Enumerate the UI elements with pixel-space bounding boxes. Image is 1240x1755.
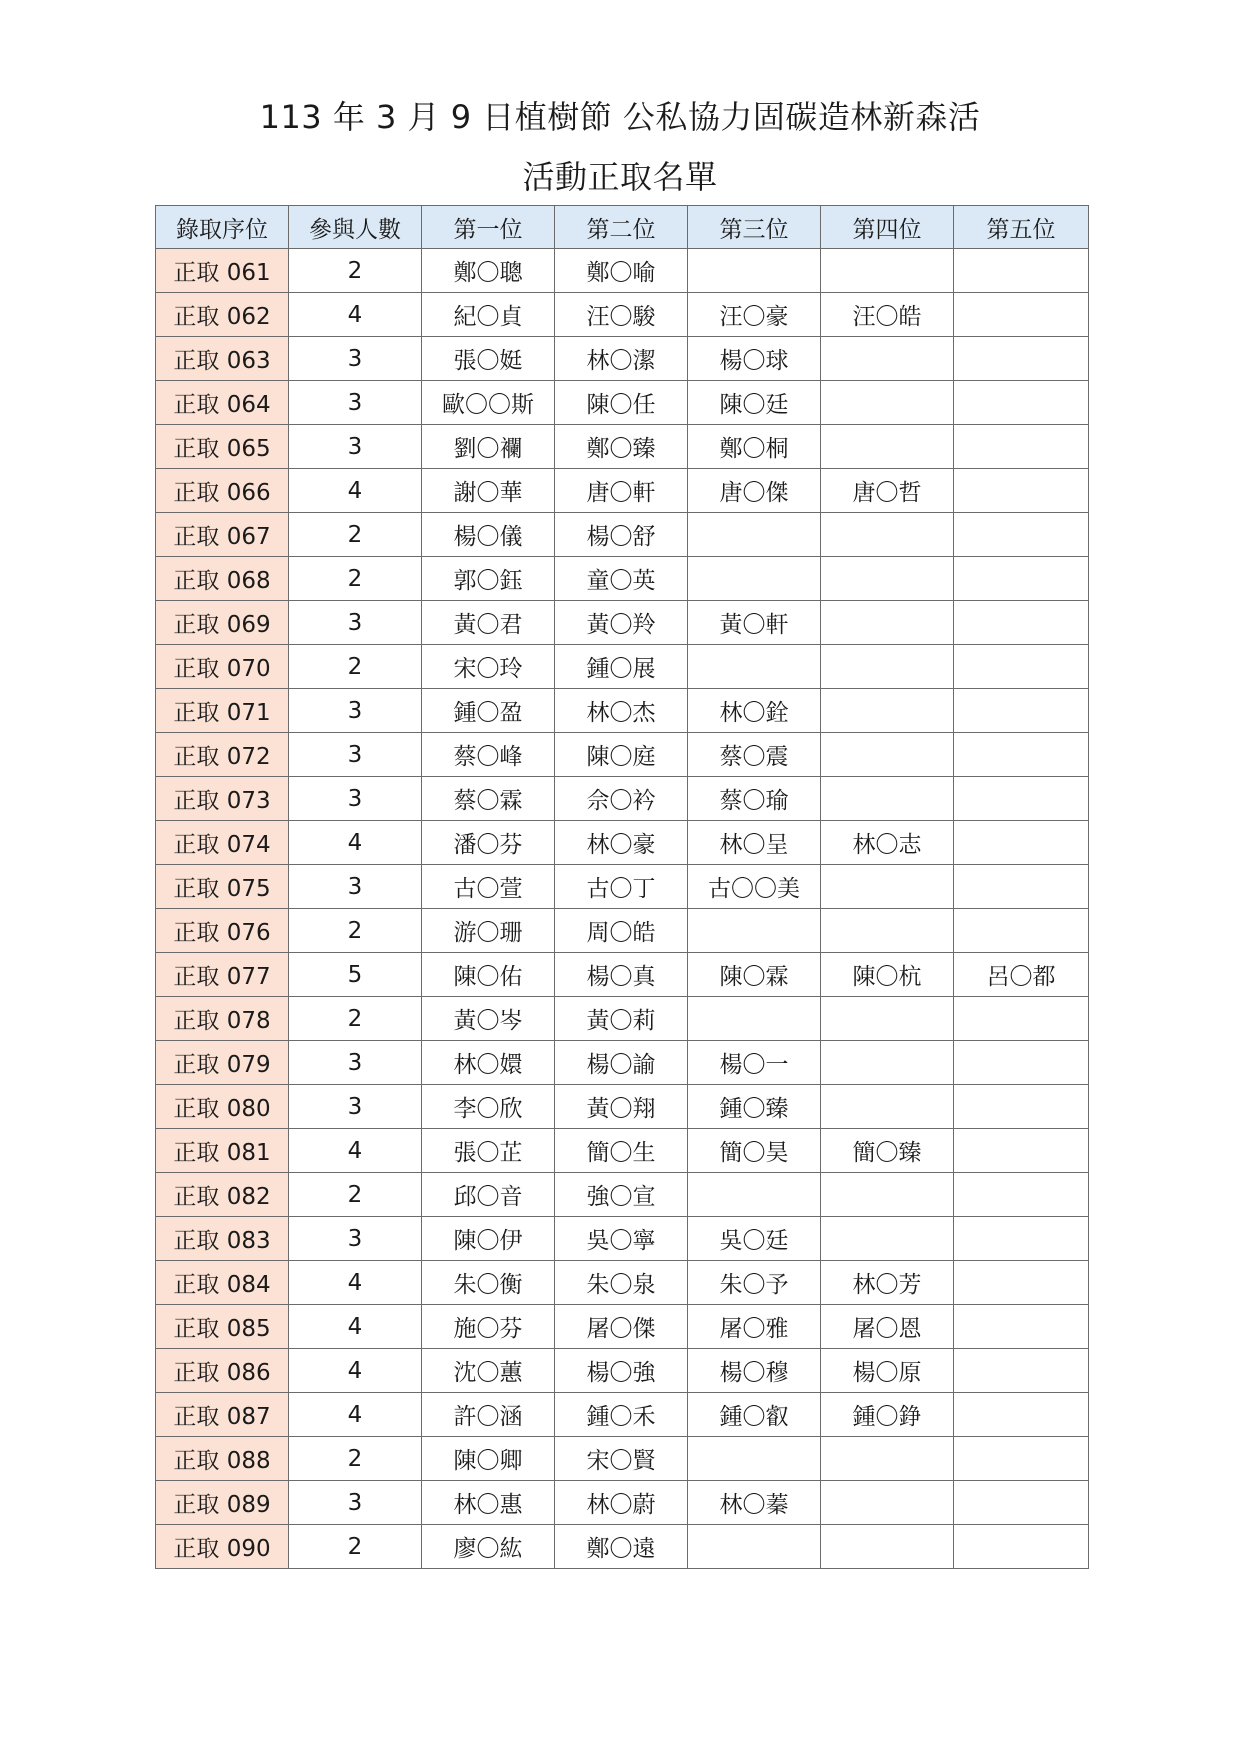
admission-rank-cell: 正取 085: [156, 1305, 289, 1349]
participant-name-cell: 古〇萱: [422, 865, 555, 909]
header-row: [156, 206, 1089, 249]
participant-name-cell: 鍾〇錚: [821, 1393, 954, 1437]
participant-name-cell: [954, 1173, 1089, 1217]
table-row: [156, 777, 1089, 821]
participant-name-cell: 鄭〇遠: [555, 1525, 688, 1569]
table-row: [156, 381, 1089, 425]
participant-name-cell: 鄭〇臻: [555, 425, 688, 469]
participant-count-cell: 3: [289, 337, 422, 381]
participant-name-cell: 許〇涵: [422, 1393, 555, 1437]
table-row: [156, 645, 1089, 689]
header-cell: 第三位: [688, 206, 821, 249]
participant-name-cell: [821, 777, 954, 821]
participant-name-cell: 黃〇翔: [555, 1085, 688, 1129]
participant-count-cell: 3: [289, 865, 422, 909]
participant-name-cell: [821, 997, 954, 1041]
participant-name-cell: [954, 909, 1089, 953]
participant-name-cell: 古〇〇美: [688, 865, 821, 909]
participant-count-cell: 2: [289, 909, 422, 953]
participant-name-cell: 吳〇廷: [688, 1217, 821, 1261]
participant-name-cell: [821, 557, 954, 601]
participant-name-cell: 楊〇穆: [688, 1349, 821, 1393]
participant-name-cell: 楊〇強: [555, 1349, 688, 1393]
participant-name-cell: [954, 1393, 1089, 1437]
table-row: [156, 1305, 1089, 1349]
participant-name-cell: 朱〇泉: [555, 1261, 688, 1305]
participant-name-cell: 蔡〇瑜: [688, 777, 821, 821]
participant-name-cell: [954, 689, 1089, 733]
participant-name-cell: [954, 469, 1089, 513]
participant-name-cell: 黃〇岑: [422, 997, 555, 1041]
table-row: [156, 337, 1089, 381]
table-row: [156, 733, 1089, 777]
participant-name-cell: 陳〇卿: [422, 1437, 555, 1481]
participant-name-cell: [954, 381, 1089, 425]
table-row: [156, 1525, 1089, 1569]
participant-count-cell: 4: [289, 1261, 422, 1305]
participant-name-cell: [954, 337, 1089, 381]
participant-name-cell: [821, 1173, 954, 1217]
participant-name-cell: [954, 997, 1089, 1041]
participant-name-cell: 強〇宣: [555, 1173, 688, 1217]
participant-name-cell: 鍾〇禾: [555, 1393, 688, 1437]
participant-name-cell: [821, 337, 954, 381]
table-row: [156, 293, 1089, 337]
participant-name-cell: 黃〇莉: [555, 997, 688, 1041]
participant-name-cell: [954, 865, 1089, 909]
admission-list-table: [155, 205, 1089, 1569]
table-row: [156, 1437, 1089, 1481]
participant-name-cell: 林〇銓: [688, 689, 821, 733]
admission-rank-cell: 正取 088: [156, 1437, 289, 1481]
participant-name-cell: 佘〇衿: [555, 777, 688, 821]
participant-name-cell: 朱〇予: [688, 1261, 821, 1305]
participant-name-cell: [688, 645, 821, 689]
participant-name-cell: 古〇丁: [555, 865, 688, 909]
admission-rank-cell: 正取 069: [156, 601, 289, 645]
participant-count-cell: 3: [289, 1217, 422, 1261]
participant-name-cell: [688, 1437, 821, 1481]
participant-name-cell: 林〇惠: [422, 1481, 555, 1525]
participant-name-cell: 宋〇玲: [422, 645, 555, 689]
participant-name-cell: [954, 645, 1089, 689]
participant-name-cell: [688, 997, 821, 1041]
participant-name-cell: 施〇芬: [422, 1305, 555, 1349]
admission-rank-cell: 正取 089: [156, 1481, 289, 1525]
participant-name-cell: 鄭〇桐: [688, 425, 821, 469]
admission-rank-cell: 正取 075: [156, 865, 289, 909]
participant-name-cell: [688, 249, 821, 293]
participant-name-cell: 林〇志: [821, 821, 954, 865]
table-row: [156, 1173, 1089, 1217]
participant-name-cell: 唐〇軒: [555, 469, 688, 513]
participant-name-cell: 邱〇音: [422, 1173, 555, 1217]
table-row: [156, 689, 1089, 733]
header-cell: 參與人數: [289, 206, 422, 249]
participant-name-cell: 陳〇廷: [688, 381, 821, 425]
participant-name-cell: [821, 733, 954, 777]
table-row: [156, 909, 1089, 953]
participant-name-cell: 楊〇儀: [422, 513, 555, 557]
participant-name-cell: 張〇芷: [422, 1129, 555, 1173]
admission-rank-cell: 正取 065: [156, 425, 289, 469]
participant-name-cell: [954, 777, 1089, 821]
admission-rank-cell: 正取 074: [156, 821, 289, 865]
table-row: [156, 513, 1089, 557]
participant-count-cell: 2: [289, 1437, 422, 1481]
participant-name-cell: 唐〇傑: [688, 469, 821, 513]
participant-count-cell: 2: [289, 557, 422, 601]
participant-name-cell: 歐〇〇斯: [422, 381, 555, 425]
header-cell: 第二位: [555, 206, 688, 249]
participant-count-cell: 3: [289, 777, 422, 821]
participant-name-cell: 林〇蔚: [555, 1481, 688, 1525]
table-row: [156, 557, 1089, 601]
admission-rank-cell: 正取 062: [156, 293, 289, 337]
participant-name-cell: 蔡〇峰: [422, 733, 555, 777]
participant-name-cell: [688, 1525, 821, 1569]
participant-name-cell: 楊〇一: [688, 1041, 821, 1085]
admission-rank-cell: 正取 073: [156, 777, 289, 821]
participant-name-cell: 黃〇羚: [555, 601, 688, 645]
table-row: [156, 865, 1089, 909]
participant-name-cell: [688, 513, 821, 557]
participant-name-cell: 廖〇紘: [422, 1525, 555, 1569]
participant-name-cell: [821, 689, 954, 733]
table-row: [156, 1349, 1089, 1393]
participant-name-cell: 謝〇華: [422, 469, 555, 513]
participant-name-cell: [821, 865, 954, 909]
participant-name-cell: 陳〇霖: [688, 953, 821, 997]
table-body: [156, 249, 1089, 1569]
participant-name-cell: 郭〇鈺: [422, 557, 555, 601]
participant-name-cell: 林〇嬛: [422, 1041, 555, 1085]
participant-name-cell: 鍾〇盈: [422, 689, 555, 733]
participant-name-cell: [954, 1525, 1089, 1569]
participant-name-cell: [821, 513, 954, 557]
participant-count-cell: 3: [289, 425, 422, 469]
table-row: [156, 1261, 1089, 1305]
participant-name-cell: 李〇欣: [422, 1085, 555, 1129]
participant-name-cell: [954, 249, 1089, 293]
admission-rank-cell: 正取 079: [156, 1041, 289, 1085]
participant-name-cell: 張〇娗: [422, 337, 555, 381]
participant-count-cell: 4: [289, 293, 422, 337]
participant-name-cell: [821, 1437, 954, 1481]
table-row: [156, 1129, 1089, 1173]
participant-count-cell: 4: [289, 1305, 422, 1349]
page-title: 113 年 3 月 9 日植樹節 公私協力固碳造林新森活: [259, 98, 981, 136]
participant-name-cell: 楊〇原: [821, 1349, 954, 1393]
participant-name-cell: [954, 293, 1089, 337]
participant-name-cell: 朱〇衡: [422, 1261, 555, 1305]
participant-name-cell: [688, 909, 821, 953]
participant-name-cell: 屠〇恩: [821, 1305, 954, 1349]
participant-name-cell: [954, 1349, 1089, 1393]
admission-rank-cell: 正取 078: [156, 997, 289, 1041]
participant-name-cell: 汪〇皓: [821, 293, 954, 337]
participant-name-cell: 屠〇傑: [555, 1305, 688, 1349]
participant-name-cell: 陳〇任: [555, 381, 688, 425]
participant-name-cell: 鍾〇展: [555, 645, 688, 689]
admission-rank-cell: 正取 063: [156, 337, 289, 381]
table-row: [156, 821, 1089, 865]
table-row: [156, 1041, 1089, 1085]
participant-name-cell: 陳〇伊: [422, 1217, 555, 1261]
participant-count-cell: 2: [289, 997, 422, 1041]
admission-rank-cell: 正取 061: [156, 249, 289, 293]
participant-name-cell: 黃〇軒: [688, 601, 821, 645]
participant-name-cell: 鄭〇聰: [422, 249, 555, 293]
participant-name-cell: 游〇珊: [422, 909, 555, 953]
table-row: [156, 953, 1089, 997]
participant-name-cell: 鍾〇叡: [688, 1393, 821, 1437]
participant-name-cell: [688, 557, 821, 601]
participant-name-cell: 汪〇駿: [555, 293, 688, 337]
header-cell: 第五位: [954, 206, 1089, 249]
participant-name-cell: [821, 1481, 954, 1525]
participant-name-cell: [954, 425, 1089, 469]
admission-rank-cell: 正取 068: [156, 557, 289, 601]
participant-count-cell: 2: [289, 249, 422, 293]
admission-rank-cell: 正取 082: [156, 1173, 289, 1217]
participant-name-cell: 楊〇諭: [555, 1041, 688, 1085]
participant-name-cell: [688, 1173, 821, 1217]
admission-rank-cell: 正取 071: [156, 689, 289, 733]
participant-name-cell: 林〇豪: [555, 821, 688, 865]
participant-name-cell: [954, 1305, 1089, 1349]
admission-rank-cell: 正取 070: [156, 645, 289, 689]
participant-name-cell: [821, 1041, 954, 1085]
participant-name-cell: 劉〇襴: [422, 425, 555, 469]
table-row: [156, 997, 1089, 1041]
participant-count-cell: 3: [289, 689, 422, 733]
admission-rank-cell: 正取 084: [156, 1261, 289, 1305]
participant-name-cell: [821, 381, 954, 425]
participant-name-cell: [821, 601, 954, 645]
participant-name-cell: 鍾〇臻: [688, 1085, 821, 1129]
participant-count-cell: 4: [289, 1393, 422, 1437]
participant-name-cell: [954, 1437, 1089, 1481]
participant-name-cell: 楊〇真: [555, 953, 688, 997]
participant-name-cell: [954, 821, 1089, 865]
participant-name-cell: 蔡〇震: [688, 733, 821, 777]
participant-name-cell: [954, 557, 1089, 601]
participant-name-cell: [821, 1217, 954, 1261]
participant-count-cell: 3: [289, 381, 422, 425]
table-row: [156, 1085, 1089, 1129]
admission-rank-cell: 正取 064: [156, 381, 289, 425]
participant-count-cell: 5: [289, 953, 422, 997]
participant-name-cell: 林〇杰: [555, 689, 688, 733]
header-cell: 第四位: [821, 206, 954, 249]
participant-name-cell: [954, 1041, 1089, 1085]
participant-name-cell: [821, 249, 954, 293]
participant-name-cell: 林〇呈: [688, 821, 821, 865]
table-header: [156, 206, 1089, 249]
participant-name-cell: [954, 1085, 1089, 1129]
participant-name-cell: [821, 1525, 954, 1569]
participant-name-cell: [954, 1481, 1089, 1525]
participant-name-cell: 宋〇賢: [555, 1437, 688, 1481]
table-row: [156, 1481, 1089, 1525]
participant-name-cell: [954, 1261, 1089, 1305]
participant-name-cell: 簡〇臻: [821, 1129, 954, 1173]
table-row: [156, 601, 1089, 645]
participant-name-cell: [954, 513, 1089, 557]
participant-name-cell: 簡〇昊: [688, 1129, 821, 1173]
admission-rank-cell: 正取 087: [156, 1393, 289, 1437]
participant-count-cell: 2: [289, 513, 422, 557]
participant-name-cell: 紀〇貞: [422, 293, 555, 337]
participant-count-cell: 4: [289, 469, 422, 513]
participant-name-cell: 唐〇哲: [821, 469, 954, 513]
participant-count-cell: 3: [289, 601, 422, 645]
participant-name-cell: [821, 425, 954, 469]
participant-name-cell: 沈〇蕙: [422, 1349, 555, 1393]
admission-rank-cell: 正取 076: [156, 909, 289, 953]
participant-name-cell: [954, 1129, 1089, 1173]
admission-rank-cell: 正取 077: [156, 953, 289, 997]
participant-name-cell: 簡〇生: [555, 1129, 688, 1173]
participant-name-cell: 林〇芳: [821, 1261, 954, 1305]
admission-rank-cell: 正取 067: [156, 513, 289, 557]
participant-name-cell: [821, 909, 954, 953]
participant-name-cell: 呂〇都: [954, 953, 1089, 997]
participant-name-cell: 吳〇寧: [555, 1217, 688, 1261]
participant-name-cell: [954, 601, 1089, 645]
admission-rank-cell: 正取 072: [156, 733, 289, 777]
participant-count-cell: 4: [289, 821, 422, 865]
participant-count-cell: 4: [289, 1349, 422, 1393]
header-cell: 錄取序位: [156, 206, 289, 249]
participant-name-cell: 潘〇芬: [422, 821, 555, 865]
participant-name-cell: 陳〇佑: [422, 953, 555, 997]
table-row: [156, 469, 1089, 513]
participant-count-cell: 3: [289, 1085, 422, 1129]
participant-name-cell: [954, 733, 1089, 777]
participant-count-cell: 2: [289, 1525, 422, 1569]
table-row: [156, 249, 1089, 293]
participant-name-cell: 楊〇舒: [555, 513, 688, 557]
admission-rank-cell: 正取 090: [156, 1525, 289, 1569]
table-row: [156, 1217, 1089, 1261]
participant-count-cell: 2: [289, 1173, 422, 1217]
participant-name-cell: 鄭〇喻: [555, 249, 688, 293]
participant-name-cell: [821, 645, 954, 689]
participant-name-cell: 屠〇雅: [688, 1305, 821, 1349]
participant-name-cell: 童〇英: [555, 557, 688, 601]
admission-rank-cell: 正取 066: [156, 469, 289, 513]
participant-name-cell: [954, 1217, 1089, 1261]
participant-name-cell: 陳〇杭: [821, 953, 954, 997]
participant-count-cell: 4: [289, 1129, 422, 1173]
table-row: [156, 425, 1089, 469]
participant-name-cell: 楊〇球: [688, 337, 821, 381]
participant-name-cell: 林〇潔: [555, 337, 688, 381]
admission-rank-cell: 正取 080: [156, 1085, 289, 1129]
admission-rank-cell: 正取 083: [156, 1217, 289, 1261]
page-subtitle: 活動正取名單: [522, 158, 718, 196]
participant-count-cell: 3: [289, 1041, 422, 1085]
participant-name-cell: 黃〇君: [422, 601, 555, 645]
participant-name-cell: 汪〇豪: [688, 293, 821, 337]
table-row: [156, 1393, 1089, 1437]
header-cell: 第一位: [422, 206, 555, 249]
participant-name-cell: 陳〇庭: [555, 733, 688, 777]
participant-name-cell: 周〇皓: [555, 909, 688, 953]
participant-count-cell: 2: [289, 645, 422, 689]
participant-name-cell: 蔡〇霖: [422, 777, 555, 821]
admission-rank-cell: 正取 081: [156, 1129, 289, 1173]
participant-count-cell: 3: [289, 1481, 422, 1525]
participant-count-cell: 3: [289, 733, 422, 777]
admission-rank-cell: 正取 086: [156, 1349, 289, 1393]
participant-name-cell: [821, 1085, 954, 1129]
participant-name-cell: 林〇蓁: [688, 1481, 821, 1525]
